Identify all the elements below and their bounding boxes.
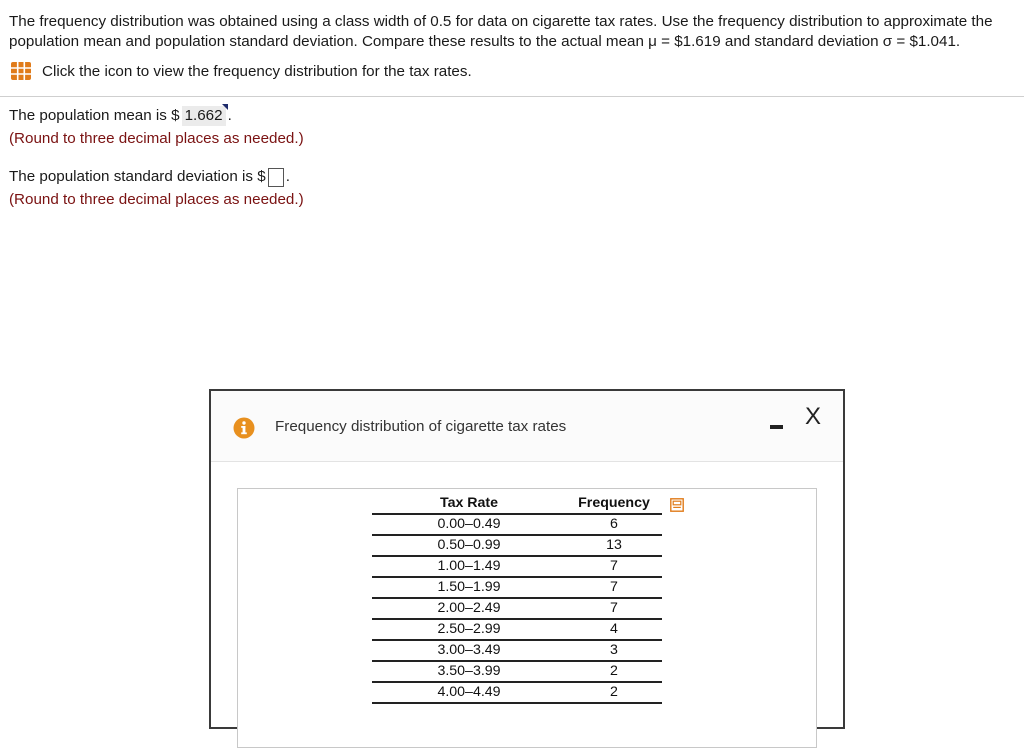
tax-rate-cell: 2.50–2.99 [372, 619, 566, 640]
info-icon [233, 417, 255, 439]
tax-rate-cell: 3.50–3.99 [372, 661, 566, 682]
popup-header [211, 391, 843, 462]
frequency-cell: 2 [566, 682, 662, 703]
mean-prefix: The population mean is $ [9, 107, 180, 124]
frequency-table [372, 494, 662, 704]
mean-rounding-hint: (Round to three decimal places as needed.) [9, 130, 304, 147]
tax-rate-cell: 0.50–0.99 [372, 535, 566, 556]
question-line-2: population mean and population standard deviation. Compare these results to the actual mean μ = $1.619 and standard deviation σ = $1.041. [9, 33, 961, 50]
minimize-icon [770, 425, 783, 429]
table-row [372, 640, 662, 661]
sd-prefix: The population standard deviation is $ [9, 168, 266, 185]
view-table-link[interactable] [10, 60, 472, 82]
table-row [372, 514, 662, 535]
sd-answer-line [9, 167, 290, 187]
question-line-1: The frequency distribution was obtained using a class width of 0.5 for data on cigarette tax rates. Use the frequency distribution to approximate the [9, 13, 993, 30]
mean-answer-line [9, 106, 232, 126]
header-frequency: Frequency [566, 494, 662, 514]
tax-rate-cell: 3.00–3.49 [372, 640, 566, 661]
mean-answer-value: 1.662 [184, 107, 223, 124]
table-frame [237, 488, 817, 748]
table-row [372, 577, 662, 598]
section-divider [0, 96, 1024, 97]
view-table-text[interactable]: Click the icon to view the frequency distribution for the tax rates. [42, 62, 472, 80]
table-row [372, 619, 662, 640]
sd-rounding-hint: (Round to three decimal places as needed.) [9, 191, 304, 208]
table-header-row [372, 494, 662, 514]
tax-rate-cell: 4.00–4.49 [372, 682, 566, 703]
table-row [372, 535, 662, 556]
frequency-cell: 2 [566, 661, 662, 682]
mean-answer-field[interactable] [182, 106, 226, 126]
table-icon[interactable] [10, 61, 32, 81]
frequency-popup [209, 389, 845, 729]
frequency-cell: 6 [566, 514, 662, 535]
tax-rate-cell: 1.50–1.99 [372, 577, 566, 598]
mean-suffix: . [227, 107, 232, 124]
table-row [372, 661, 662, 682]
sd-answer-input[interactable] [268, 168, 284, 187]
popup-title: Frequency distribution of cigarette tax rates [275, 418, 567, 435]
frequency-cell: 13 [566, 535, 662, 556]
tax-rate-cell: 0.00–0.49 [372, 514, 566, 535]
sd-suffix: . [285, 168, 290, 185]
answer-flag-icon [222, 104, 228, 110]
frequency-cell: 7 [566, 556, 662, 577]
question-text [9, 12, 1014, 52]
frequency-cell: 3 [566, 640, 662, 661]
header-tax-rate: Tax Rate [372, 494, 566, 514]
close-button[interactable]: X [804, 403, 821, 430]
minimize-button[interactable] [764, 415, 788, 435]
frequency-cell: 7 [566, 577, 662, 598]
table-row [372, 682, 662, 703]
tax-rate-cell: 2.00–2.49 [372, 598, 566, 619]
tax-rate-cell: 1.00–1.49 [372, 556, 566, 577]
frequency-cell: 7 [566, 598, 662, 619]
copy-icon[interactable] [670, 498, 684, 512]
table-row [372, 598, 662, 619]
frequency-cell: 4 [566, 619, 662, 640]
table-row [372, 556, 662, 577]
